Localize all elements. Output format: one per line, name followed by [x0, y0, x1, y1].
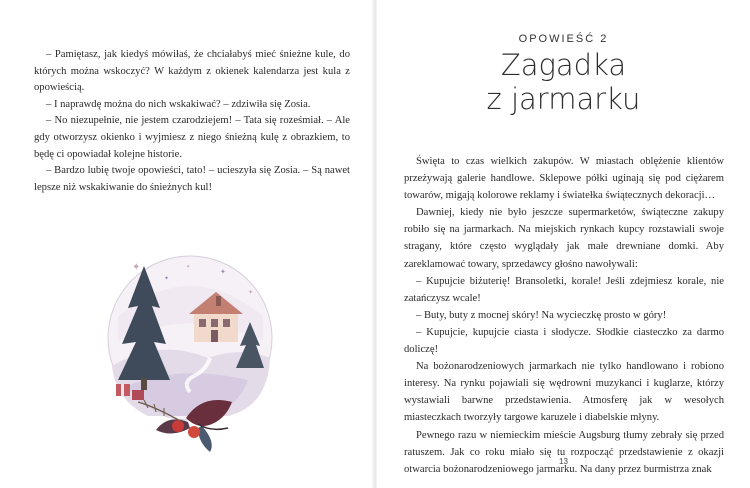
paragraph: Pewnego razu w niemieckim mieście Augsburg tłumy zebrały się przed ratuszem. Jak co roku miało się tu rozpocząć przedstawienie z okazji otwarcia bożonarodzeniowego jarmarku. Na dany przez burmistrza znak — [404, 429, 724, 475]
chapter-label: OPOWIEŚĆ 2 — [518, 33, 609, 45]
svg-text:✦: ✦ — [220, 268, 226, 276]
chapter-title — [377, 48, 750, 116]
paragraph: – Kupujcie biżuterię! Bransoletki, korale! Jeśli zdejmiesz korale, nie zatańczysz wcale! — [404, 275, 724, 304]
paragraph: – No niezupełnie, nie jestem czarodziejem! – Tata się roześmiał. – Ale gdy otworzysz okienko i wyjmiesz z niego śnieżną kulę z obrazkiem, to będę ci opowiadał kolejne historie. — [34, 115, 350, 160]
paragraph: Święta to czas wielkich zakupów. W miastach oblężenie klientów przeżywają galerie handlowe. Sklepowe półki uginają się pod ciężarem towarów, migają kolorowe reklamy i światełka świątecznych dekoracji… — [404, 156, 724, 202]
paragraph: – Pamiętasz, jak kiedyś mówiłaś, że chciałabyś mieć śnieżne kule, do których można wskoczyć? W każdym z okienek kalendarza jest kula z opowieścią. — [34, 49, 350, 94]
paragraph: – Bardzo lubię twoje opowieści, tato! – ucieszyła się Zosia. – Są nawet lepsze niż wskakiwanie do śnieżnych kul! — [34, 165, 350, 193]
paragraph: Dawniej, kiedy nie było jeszcze supermarketów, świąteczne zakupy robiło się na jarmarkach. Na miejskich rynkach kupcy rozstawiali swoje stragany, które często wyglądały jak małe drewniane domki. Aby zareklamować towary, sprzedawcy głośno nawoływali: — [404, 207, 724, 270]
paragraph: – Buty, buty z mocnej skóry! Na wycieczkę prosto w góry! — [416, 309, 667, 321]
svg-text:✦: ✦ — [186, 265, 191, 270]
svg-text:✦: ✦ — [248, 290, 254, 296]
left-page-text — [34, 47, 350, 196]
chapter-title-line: Zagadka — [500, 48, 627, 82]
right-page-text — [404, 153, 724, 478]
right-page — [377, 0, 750, 488]
paragraph: – Kupujcie, kupujcie ciasta i słodycze. Słodkie ciasteczko za darmo doliczę! — [404, 326, 724, 356]
svg-text:✦: ✦ — [132, 262, 141, 273]
paragraph: – I naprawdę można do nich wskakiwać? – zdziwiła się Zosia. — [46, 98, 311, 110]
svg-text:✦: ✦ — [164, 276, 170, 282]
left-page — [0, 0, 373, 488]
paragraph: Na bożonarodzeniowych jarmarkach nie tylko handlowano i robiono interesy. Na rynku pojawiali się wędrowni muzykanci i kuglarze, którzy wystawiali barwne przedstawienia. Atmosferę jak w wesołych miasteczkach tworzyły targowe karuzele i diabelskie młyny. — [404, 361, 724, 424]
chapter-title-line: z jarmarku — [486, 82, 641, 116]
snow-globe-icon — [98, 246, 288, 456]
page-number: 13 — [559, 457, 568, 466]
